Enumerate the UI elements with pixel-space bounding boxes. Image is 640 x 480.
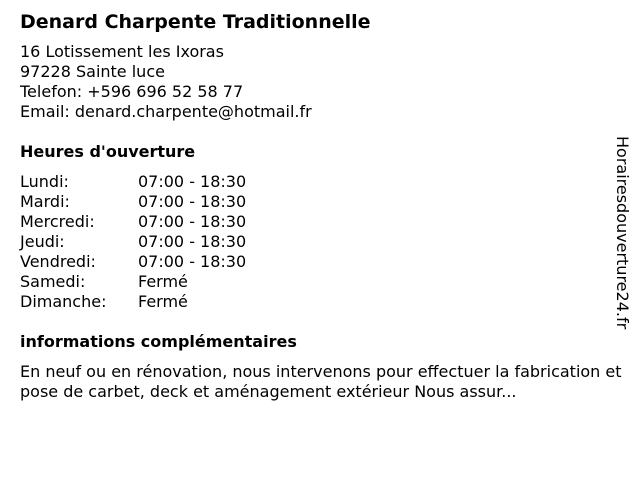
hours-row — [20, 272, 246, 292]
hours-day: Lundi: — [20, 172, 69, 191]
info-description: En neuf ou en rénovation, nous intervenons pour effectuer la fabrication et pose de carbet, deck et aménagement extérieur Nous assur... — [20, 362, 622, 401]
hours-day: Jeudi: — [20, 232, 65, 251]
hours-row — [20, 232, 246, 252]
info-title: informations complémentaires — [20, 332, 297, 351]
email-line: Email: denard.charpente@hotmail.fr — [20, 102, 312, 121]
hours-day: Vendredi: — [20, 252, 96, 271]
hours-day: Mercredi: — [20, 212, 95, 231]
business-card — [20, 10, 626, 402]
hours-time: Fermé — [138, 272, 188, 291]
hours-day: Samedi: — [20, 272, 86, 291]
hours-row — [20, 252, 246, 272]
hours-table — [20, 172, 246, 312]
address-line-1: 16 Lotissement les Ixoras — [20, 42, 224, 61]
hours-row — [20, 292, 246, 312]
site-watermark: Horairesdouverture24.fr — [613, 136, 632, 330]
hours-title: Heures d'ouverture — [20, 142, 196, 161]
hours-row — [20, 212, 246, 232]
hours-time: 07:00 - 18:30 — [138, 232, 247, 251]
hours-time: 07:00 - 18:30 — [138, 252, 247, 271]
business-name: Denard Charpente Traditionnelle — [20, 11, 371, 33]
contact-block — [20, 42, 626, 122]
phone-line: Telefon: +596 696 52 58 77 — [20, 82, 244, 101]
hours-time: Fermé — [138, 292, 188, 311]
hours-time: 07:00 - 18:30 — [138, 172, 247, 191]
hours-time: 07:00 - 18:30 — [138, 212, 247, 231]
address-line-2: 97228 Sainte luce — [20, 62, 165, 81]
hours-time: 07:00 - 18:30 — [138, 192, 247, 211]
hours-row — [20, 192, 246, 212]
hours-day: Mardi: — [20, 192, 70, 211]
hours-day: Dimanche: — [20, 292, 107, 311]
hours-row — [20, 172, 246, 192]
